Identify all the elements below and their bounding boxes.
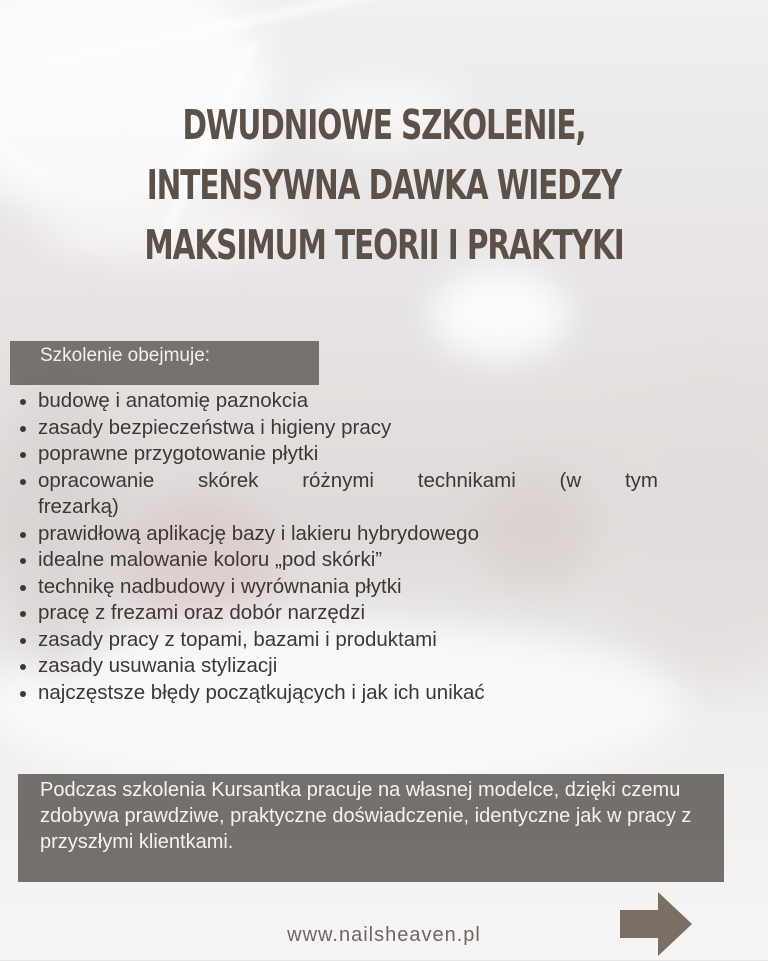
list-item: technikę nadbudowy i wyrównania płytki: [18, 574, 658, 601]
list-item: prawidłową aplikację bazy i lakieru hybrydowego: [18, 521, 658, 548]
list-item: zasady bezpieczeństwa i higieny pracy: [18, 415, 658, 442]
list-item: zasady pracy z topami, bazami i produktami: [18, 627, 658, 654]
section-label: Szkolenie obejmuje:: [10, 341, 319, 385]
website-url[interactable]: www.nailsheaven.pl: [287, 924, 481, 946]
list-item: najczęstsze błędy początkujących i jak ich unikać: [18, 680, 658, 707]
list-item: [18, 468, 658, 521]
info-box: Podczas szkolenia Kursantka pracuje na własnej modelce, dzięki czemu zdobywa prawdziwe, praktyczne doświadczenie, identyczne jak w pracy z przyszłymi klientkami.: [18, 774, 724, 882]
page-title: [108, 95, 661, 275]
list-item-continuation: frezarką): [38, 495, 119, 518]
list-item: poprawne przygotowanie płytki: [18, 441, 658, 468]
list-item: budowę i anatomię paznokcia: [18, 388, 658, 415]
list-item: pracę z frezami oraz dobór narzędzi: [18, 600, 658, 627]
list-item-text: opracowanie skórek różnymi technikami (w tym: [38, 468, 658, 492]
list-item: zasady usuwania stylizacji: [18, 653, 658, 680]
list-item: idealne malowanie koloru „pod skórki”: [18, 547, 658, 574]
training-topics-list: [18, 388, 658, 706]
title-line-2: INTENSYWNA DAWKA WIEDZY: [146, 161, 622, 209]
title-line-3: MAKSIMUM TEORII I PRAKTYKI: [144, 221, 624, 269]
title-line-1: DWUDNIOWE SZKOLENIE,: [182, 101, 586, 149]
